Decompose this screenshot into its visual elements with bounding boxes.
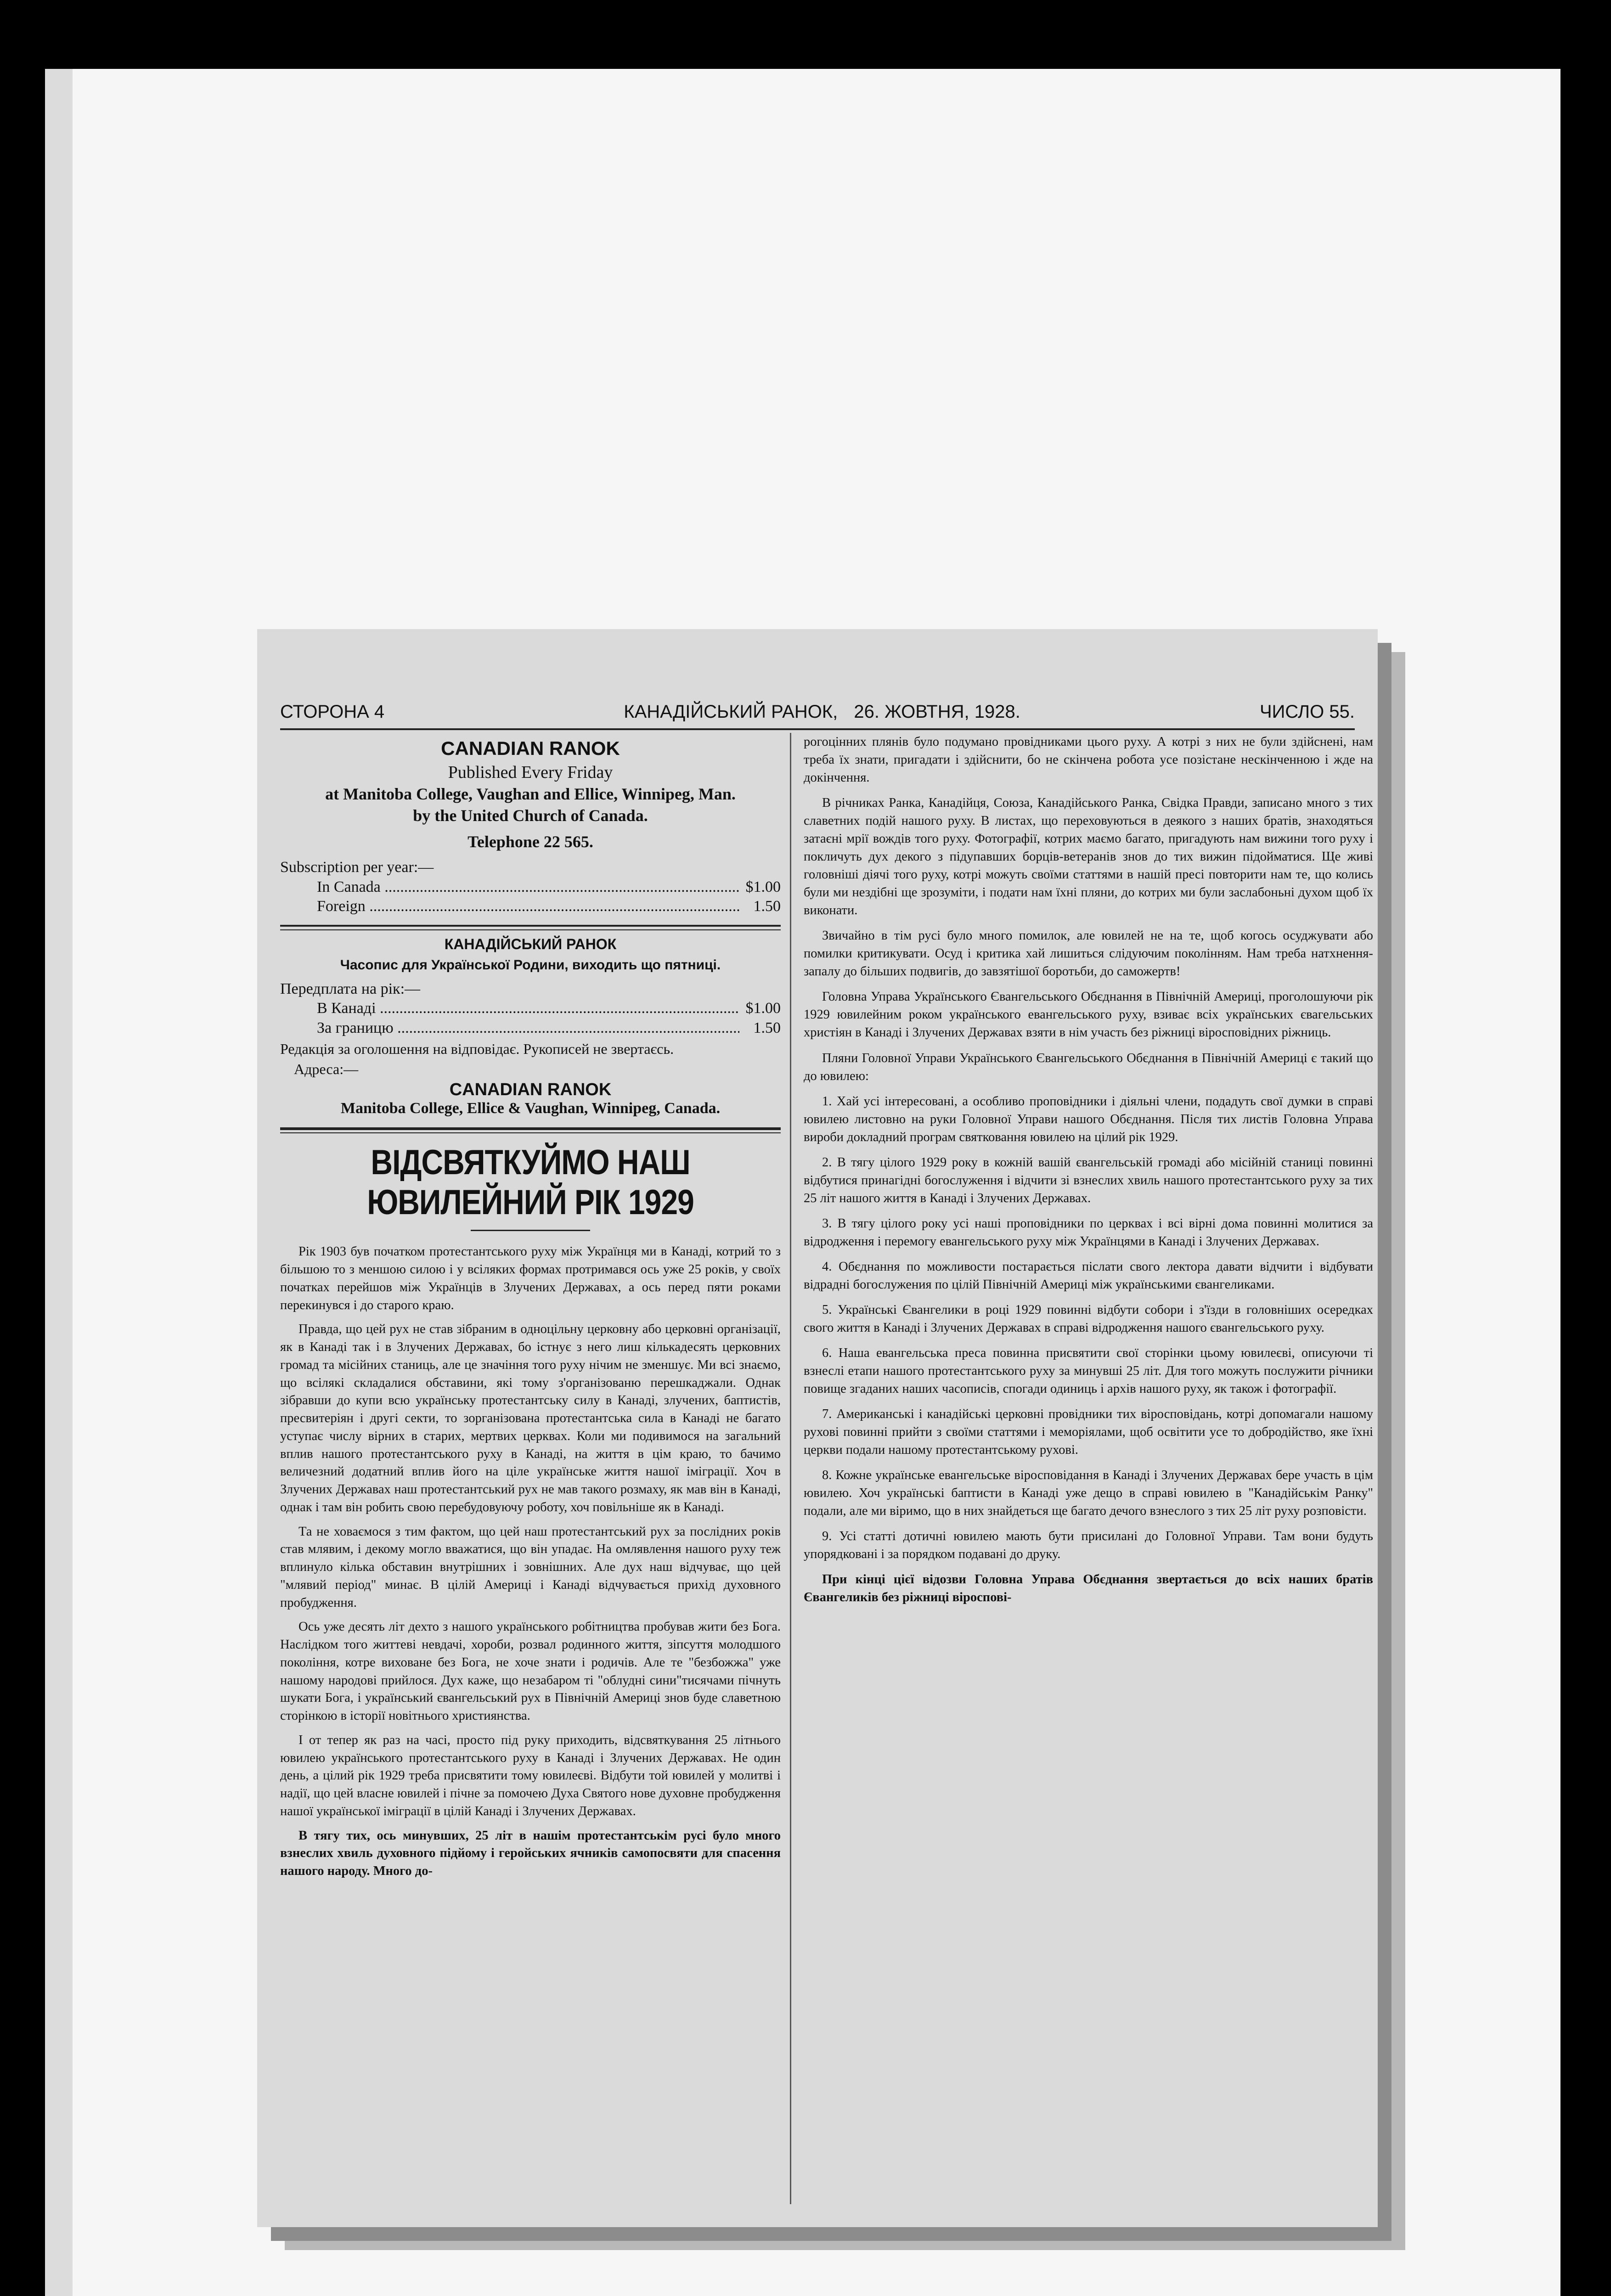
subscription-english — [280, 858, 781, 917]
masthead-address-2: by the United Church of Canada. — [413, 806, 648, 825]
subscription-row-label: За границю ..... — [317, 1019, 739, 1038]
page-content — [280, 698, 1373, 2204]
address-label: Адреса:— — [294, 1061, 359, 1078]
article-paragraph: Ось уже десять літ дехто з нашого українського робітництва пробував жити без Бога. Наслідком того життеві невдачі, хороби, розвал родинного життя, зіпсуття молодшого покоління, котре виховане без Бога, не хоче знати і родичів. Але те "безбожжа" уже нашому народові прийлося. Дух каже, що незабаром ті "облудні сини"тисячами пічнуть шукати Бога, і український євангельський рух в Північній Америці знов буде славетною сторінкою в історії новітнього християнства. — [280, 1620, 781, 1723]
subscription-row-label: In Canada ..... — [317, 878, 739, 897]
issue-number: ЧИСЛО 55. — [1259, 701, 1355, 722]
article-list-item: 8. Кожне українське евангельське віросповідання в Канаді і Злучених Державах бере участь в цім ювилею. Хоч українські баптисти в Канаді уже дещо в справі ювилею в "Канадійськім Ранку" подали, але ми віримо, що в них знайдеться ще багато дечого взнеслого з тих 25 літ руху розповісти. — [804, 1468, 1373, 1519]
subscription-ua-label: Передплата на рік:— — [280, 980, 421, 997]
newspaper-page — [257, 629, 1378, 2227]
article-body-right — [804, 733, 1373, 1606]
article-list-item: 9. Усі статті дотичні ювилею мають бути присилані до Головної Управи. Там вони будуть упорядковані і за порядком подавані до друку. — [804, 1529, 1373, 1562]
masthead-address-1: at Manitoba College, Vaughan and Ellice, Winnipeg, Man. — [325, 785, 736, 803]
subscription-row-value: $1.00 — [745, 878, 781, 895]
header-center — [618, 702, 1026, 722]
page-number: СТОРОНА 4 — [280, 701, 385, 722]
article-headline: ВІДСВЯТКУЙМО НАШ ЮВИЛЕЙНИЙ РІК 1929 — [367, 1142, 694, 1222]
subscription-row-label: Foreign ..... — [317, 897, 739, 917]
left-column — [280, 733, 781, 1887]
article-list-item: 6. Наша евангельська преса повинна присвятити свої сторінки цьому ювилеєві, описуючи ті взнеслі етапи нашого протестантського руху за минувші 25 літ. Для того можуть послужити річники повище згаданих наших часописів, спогади одиниць і архів нашого руху, як також і фотографії. — [804, 1345, 1373, 1396]
masthead-ukrainian — [280, 936, 781, 973]
paper-name: КАНАДІЙСЬКИЙ РАНОК, — [624, 701, 838, 722]
subscription-row-value: 1.50 — [753, 898, 781, 915]
column-divider — [790, 733, 791, 2204]
article-list-item: 5. Українські Євангелики в році 1929 повинні відбути собори і з'їзди в головніших осередках свого життя в Канаді і Злучених Державах в справі відродження нашого євангельського руху. — [804, 1302, 1373, 1335]
article-paragraph: І от тепер як раз на часі, просто під руку приходить, відсвяткування 25 літнього ювилею українського протестантського руху в Канаді і Злучених Державах. Не один день, а цілий рік 1929 треба присвятити тому ювилеєві. Відбути той ювилей у молитві і надії, що цей власне ювилей і пічне за помочею Духа Святого нове духовне пробудження нашої української іміграції в цілій Канаді і Злучених Державах. — [280, 1733, 781, 1818]
article-paragraph: В річниках Ранка, Канадійця, Союза, Канадійського Ранка, Свідка Правди, записано много з тих славетних подій нашого руху. В листах, що переховуються в деякого з наших братів, знаходяться затаєні мрії вождів того руху. Фотографії, котрих маємо багато, пригадують нам вижини того руху і покличуть дух декого з підупавших борців-ветеранів знов до тих вижин підойматися. Ще живі головніші діячі того руху, котрі можуть своїми статтями в нашій пресі повторити нам те, що колись були ми нездібні ще зрозуміти, і подати нам їхні пляни, до котрих ми були заслабоньні духом щоб їх виконати. — [804, 796, 1373, 918]
article-list-item: 1. Хай усі інтересовані, а особливо проповідники і діяльні члени, подадуть свої думки в справі ювилею листовно на руки Головної Управи нашого Обєднання. Після тих листів Головна Управа вироби докладний програм святковання ювилею на цілий рік 1929. — [804, 1094, 1373, 1144]
address-title: CANADIAN RANOK — [449, 1080, 612, 1100]
film-edge — [45, 69, 73, 2296]
article-list-item: 2. В тягу цілого 1929 року в кожній вашій євангельській громаді або місійній станиці повинні відбутися принагідні богослуження і відчити зі взнеслих хвиль нашого протестантського руху за тих 25 літ нашого життя в Канаді і Злучених Державах. — [804, 1155, 1373, 1205]
subscription-row — [280, 897, 781, 917]
article-paragraph: Правда, що цей рух не став зібраним в одноцільну церковну або церковні організації, як в Канаді так і в Злучених Державах, бо істнує з него лиш кількадесять церковних громад та місійних станиць, але це значіння того руху нічим не зменшує. Ми всі знаємо, що всілякі складалися обставини, які тому з'організованю перешкаджали. Однак зібравши до купи всю українську протестантську силу в Канаді, злучених, баптистів, пресвитеріян і другі секти, то зорганізована протестантська сила в Канаді не багато уступає числу вірних в старих, мертвих церквах. Коли ми подивимося на загальний вплив нашого протестантського руху в Канаді, на життя в цім краю, то бачимо величезний додатний вплив його на ціле українське життя нашої іміграції. Хоч в Злучених Державах наш протестантський рух не мав такого розмаху, як мав він в Канаді, однак і там він робить свою перебудовуючу роботу, хоч повільніше як в Канаді. — [280, 1322, 781, 1514]
headline-underline — [471, 1230, 590, 1231]
subscription-ukrainian — [280, 979, 781, 1038]
masthead-english — [280, 737, 781, 851]
editorial-note: Редакція за оголошення на відповідає. Рукописей не звертаєсь. — [280, 1041, 674, 1058]
masthead-title: CANADIAN RANOK — [441, 737, 620, 759]
address-block — [280, 1080, 781, 1117]
article-paragraph: При кінці цієї відозви Головна Управа Обєднання звертається до всіх наших братів Євангеликів без ріжниці віроспові- — [804, 1572, 1373, 1605]
article-list-item: 4. Обєднання по можливости постарається післати свого лектора давати відчити і відбувати відрадні богослужения по цілій Північній Америці між українськими євангеликами. — [804, 1259, 1373, 1292]
section-rule — [280, 925, 781, 930]
masthead-published: Published Every Friday — [448, 763, 613, 782]
article-list-item: 7. Американські і канадійські церковні провідники тих віросповідань, котрі допомагали нашому рухові повинні прийти з своїми статтями і меморіялами, щоб освітити усе то добродійство, яке їхні церкви подали нашому протестантському рухові. — [804, 1407, 1373, 1458]
article-paragraph: В тягу тих, ось минувших, 25 літ в нашім протестантськім русі було много взнеслих хвиль духовного підйому і геройських ячників самопосвяти для спасення нашого народу. Много до- — [280, 1828, 781, 1879]
article-list-item: 3. В тягу цілого року усі наші проповідники по церквах і всі вірні дома повинні молитися за відродження і перемогу евангельського руху між Українцями в Канаді і Злучених Державах. — [804, 1216, 1373, 1249]
subscription-row — [280, 999, 781, 1019]
article-paragraph: Пляни Головної Управи Українського Євангельського Обєднання в Північній Америці є такий що до ювилею: — [804, 1051, 1373, 1083]
subscription-row-label: В Канаді ..... — [317, 999, 739, 1019]
subscription-row-value: 1.50 — [753, 1019, 781, 1036]
subscription-row — [280, 878, 781, 897]
address-text: Manitoba College, Ellice & Vaughan, Winnipeg, Canada. — [340, 1100, 721, 1117]
masthead-ua-subtitle: Часопис для Української Родини, виходить що пятниці. — [340, 957, 721, 973]
subscription-label: Subscription per year:— — [280, 859, 434, 876]
article-paragraph: Звичайно в тім русі було много помилок, але ювилей не на те, щоб когось осуджувати або помилки критикувати. Осуд і критика хай лишиться слідуючим поколінням. Нам треба натхнення-запалу до більших подвигів, до завзятішої боротьби, до саможертв! — [804, 929, 1373, 979]
article-paragraph: Та не ховаємося з тим фактом, що цей наш протестантський рух за послідних років став млявим, і декому могло вважатися, що він упадає. На омлявлення нашого руху теж вплинуло кілька обставин внутрішних і зовнішних. Але дух наш відчуває, що цей "млявий період" минає. В цілій Америці і Канаді відчувається прихід духовного пробудження. — [280, 1524, 781, 1610]
masthead-ua-title: КАНАДІЙСЬКИЙ РАНОК — [444, 935, 617, 952]
article-paragraph: Рік 1903 був початком протестантського руху між Українця ми в Канаді, котрий то з більшою то з меншою силою і у всіляких формах протримався ось уже 25 років, у своїх початках перейшов між Українців в Злучених Державах, а ось перед пяти роками перекинувся і до старого краю. — [280, 1244, 781, 1312]
subscription-row-value: $1.00 — [745, 1000, 781, 1017]
right-column — [804, 733, 1373, 1614]
subscription-row — [280, 1019, 781, 1038]
article-paragraph: рогоцінних плянів було подумано провідниками цього руху. А котрі з них не були здійснені, нам треба їх знати, пригадати і здійснити, бо не скінчена робота усе позістане нескінченною і жде на докінчення. — [804, 735, 1373, 785]
article-paragraph: Головна Управа Українського Євангельського Обєднання в Північній Америці, проголошуючи рік 1929 ювилейним роком українського евангельського руху, взиває всіх українських євагельських христіян в Канаді і Злучених Державах взяти в нім участь без ріжниці віросповідних ріжниць. — [804, 990, 1373, 1040]
header-rule — [280, 728, 1355, 730]
page-header — [280, 698, 1355, 726]
issue-date: 26. ЖОВТНЯ, 1928. — [854, 701, 1020, 722]
headline-rule — [280, 1127, 781, 1133]
article-body-left — [280, 1243, 781, 1880]
masthead-telephone: Telephone 22 565. — [468, 833, 593, 851]
